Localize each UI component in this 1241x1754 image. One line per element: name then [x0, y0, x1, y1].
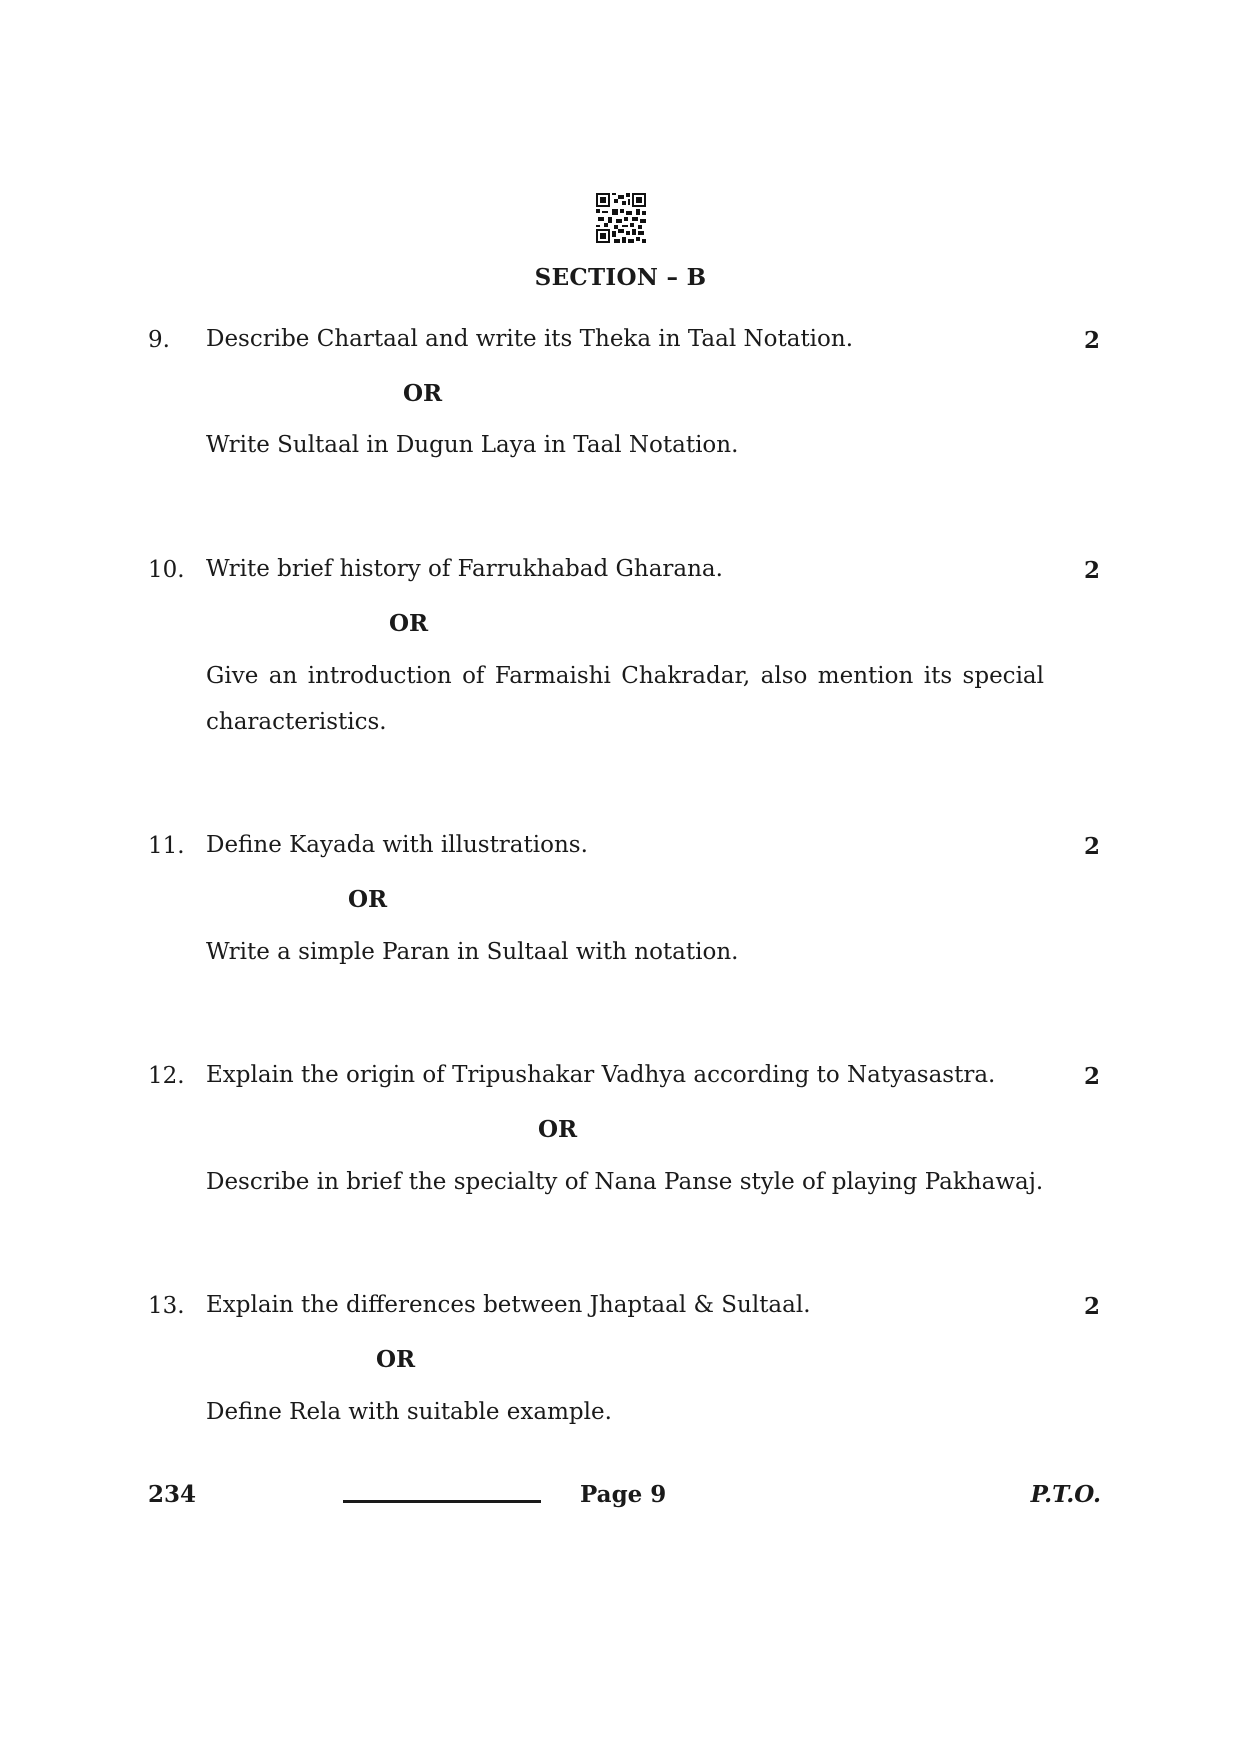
pto-label: P.T.O.	[1030, 1481, 1101, 1508]
question-text: Describe Chartaal and write its Theka in Taal Notation.	[206, 326, 854, 352]
question-number: 12.	[148, 1063, 185, 1089]
question-number: 13.	[148, 1293, 185, 1319]
qr-code	[596, 193, 646, 243]
question-text: Define Kayada with illustrations.	[206, 832, 588, 858]
page-number: Page 9	[580, 1481, 667, 1508]
or-label: OR	[389, 610, 429, 637]
or-label: OR	[348, 886, 388, 913]
question-text: Write brief history of Farrukhabad Gharana.	[206, 556, 723, 582]
question-text: Explain the origin of Tripushakar Vadhya according to Natyasastra.	[206, 1062, 996, 1088]
alternative-question-text: Write Sultaal in Dugun Laya in Taal Notation.	[206, 432, 739, 458]
question-marks: 2	[1083, 557, 1100, 584]
question-number: 11.	[148, 833, 185, 859]
or-label: OR	[538, 1116, 578, 1143]
question-number: 9.	[148, 327, 170, 353]
question-marks: 2	[1083, 1063, 1100, 1090]
question-text: Explain the differences between Jhaptaal & Sultaal.	[206, 1292, 811, 1318]
question-marks: 2	[1083, 327, 1100, 354]
question-marks: 2	[1083, 833, 1100, 860]
alternative-question-text: Write a simple Paran in Sultaal with notation.	[206, 939, 739, 965]
alternative-question-text: Define Rela with suitable example.	[206, 1399, 612, 1425]
section-title: SECTION – B	[534, 264, 707, 291]
alternative-question-text: Give an introduction of Farmaishi Chakradar, also mention its special characteristics.	[206, 663, 1044, 735]
question-marks: 2	[1083, 1293, 1100, 1320]
alternative-question-text: Describe in brief the specialty of Nana Panse style of playing Pakhawaj.	[206, 1169, 1044, 1195]
footer-divider	[343, 1500, 541, 1503]
question-number: 10.	[148, 557, 185, 583]
or-label: OR	[376, 1346, 416, 1373]
or-label: OR	[403, 380, 443, 407]
paper-code: 234	[148, 1481, 197, 1508]
